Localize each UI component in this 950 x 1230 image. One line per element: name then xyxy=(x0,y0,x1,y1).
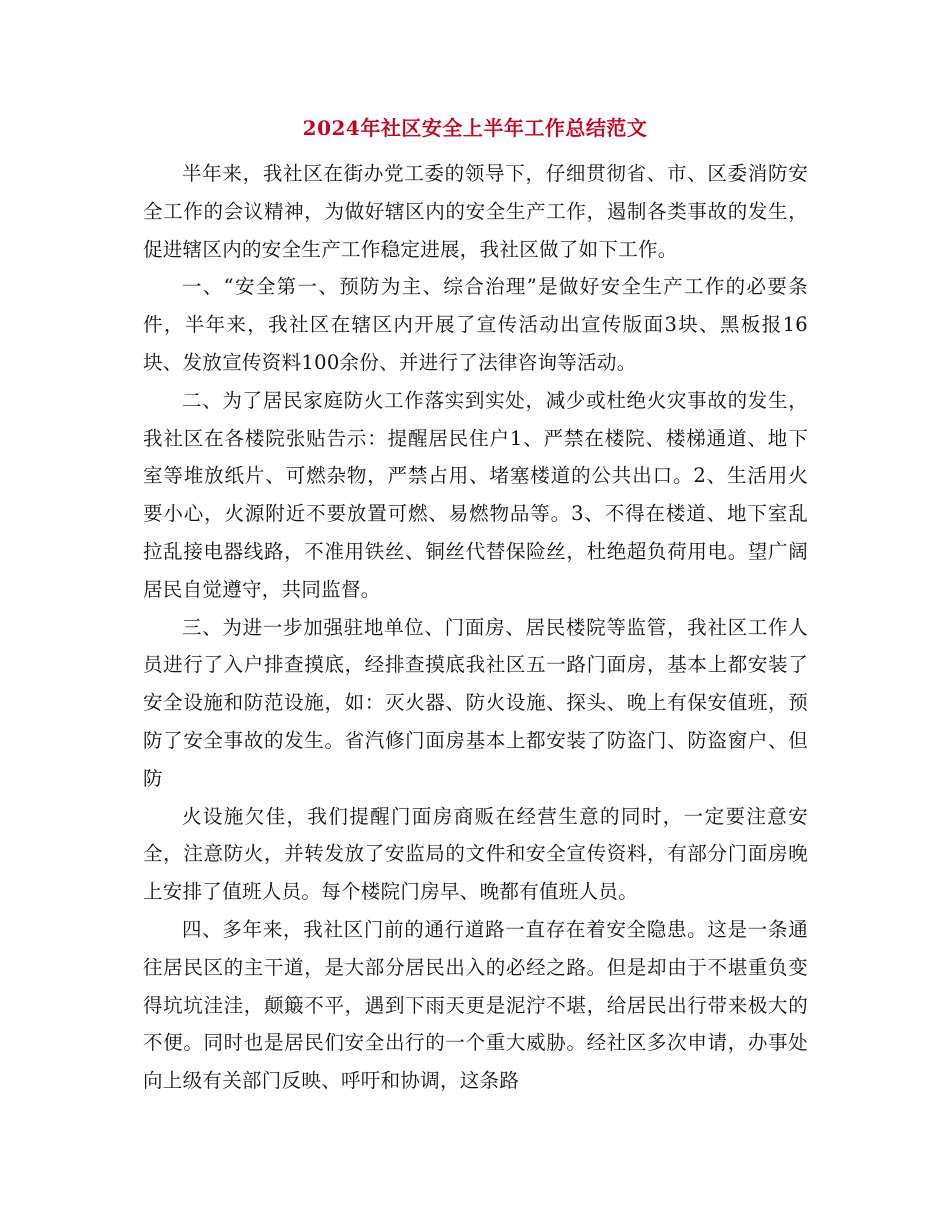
paragraph-section-4: 四、多年来，我社区门前的通行道路一直存在着安全隐患。这是一条通往居民区的主干道，是大部分居民出入的必经之路。但是却由于不堪重负变得坑坑洼洼，颠簸不平，遇到下雨天更是泥泞不堪，给居民出行带来极大的不便。同时也是居民们安全出行的一个重大威胁。经社区多次申请，办事处向上级有关部门反映、呼吁和协调，这条路 xyxy=(143,917,808,1093)
paragraph-intro: 半年来，我社区在街办党工委的领导下，仔细贯彻省、市、区委消防安全工作的会议精神，为做好辖区内的安全生产工作，遏制各类事故的发生，促进辖区内的安全生产工作稳定进展，我社区做了如下工作。 xyxy=(143,162,808,261)
paragraph-section-3-continued: 火设施欠佳，我们提醒门面房商贩在经营生意的同时，一定要注意安全，注意防火，并转发放了安监局的文件和安全宣传资料，有部分门面房晚上安排了值班人员。每个楼院门房早、晚都有值班人员。 xyxy=(143,804,808,904)
paragraph-section-3: 三、为进一步加强驻地单位、门面房、居民楼院等监管，我社区工作人员进行了入户排查摸底，经排查摸底我社区五一路门面房，基本上都安装了安全设施和防范设施，如：灭火器、防火设施、探头、晚上有保安值班，预防了安全事故的发生。省汽修门面房基本上都安装了防盗门、防盗窗户、但防 xyxy=(143,615,808,790)
paragraph-section-1: 一、“安全第一、预防为主、综合治理”是做好安全生产工作的必要条件，半年来，我社区在辖区内开展了宣传活动出宣传版面3块、黑板报16块、发放宣传资料100余份、并进行了法律咨询等活动。 xyxy=(143,275,808,374)
document-body xyxy=(143,155,808,1100)
paragraph-section-2: 二、为了居民家庭防火工作落实到实处，减少或杜绝火灾事故的发生，我社区在各楼院张贴告示：提醒居民住户1、严禁在楼院、楼梯通道、地下室等堆放纸片、可燃杂物，严禁占用、堵塞楼道的公共出口。2、生活用火要小心，火源附近不要放置可燃、易燃物品等。3、不得在楼道、地下室乱拉乱接电器线路，不准用铁丝、铜丝代替保险丝，杜绝超负荷用电。望广阔居民自觉遵守，共同监督。 xyxy=(143,388,808,601)
document-title: 2024年社区安全上半年工作总结范文 xyxy=(302,116,648,140)
